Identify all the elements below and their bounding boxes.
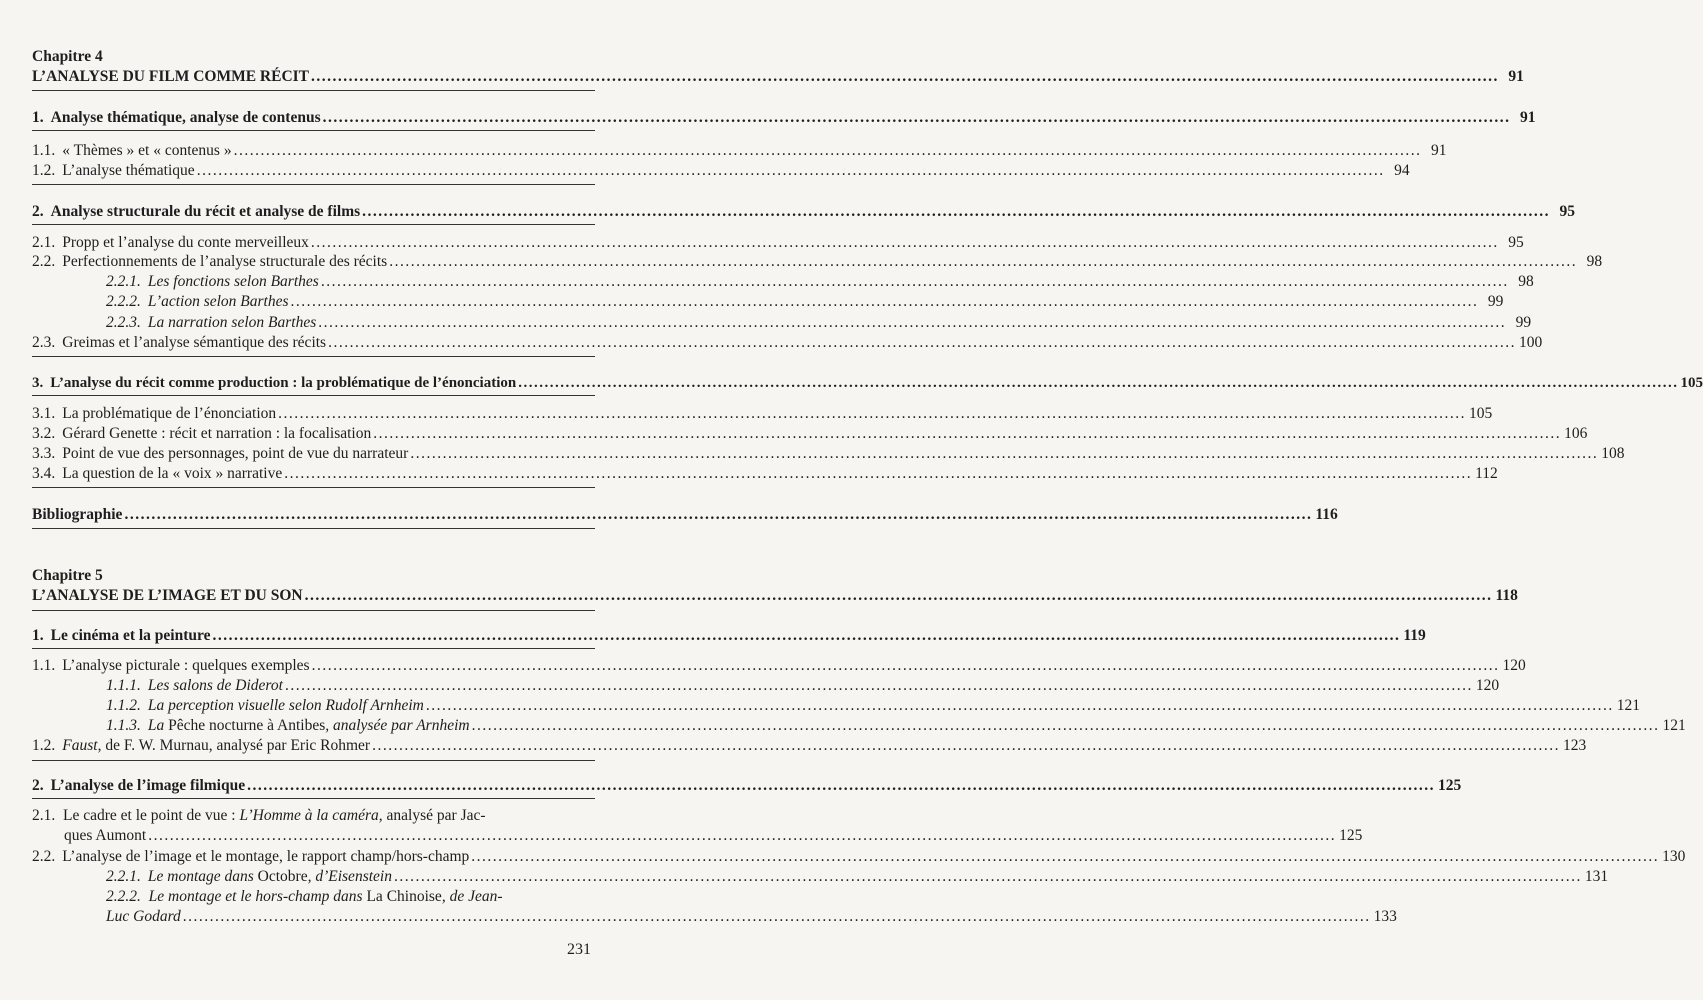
divider [32,395,595,396]
toc-entry: 2. Analyse structurale du récit et analyse de films ..... 95 [32,202,595,222]
toc-entry: 1. Analyse thématique, analyse de contenus ..... 91 [32,108,595,128]
toc-entry: 2.2.3. La narration selon Barthes ..... 99 [32,313,595,333]
divider [32,356,595,357]
toc-entry: 1.2. L’analyse thématique ..... 94 [32,161,595,181]
divider [32,528,595,529]
toc-entry: 2.2.1. Les fonctions selon Barthes ..... 98 [32,272,595,292]
divider [32,224,595,225]
divider [32,610,595,611]
chapter-5-title: L’ANALYSE DE L’IMAGE ET DU SON ..... 118 [32,586,595,606]
toc-entry-line-2: Luc Godard ..... 133 [32,907,595,927]
divider [32,487,595,488]
toc-entry: 1.1.1. Les salons de Diderot ..... 120 [32,676,595,696]
toc-entry: 1.1.2. La perception visuelle selon Rudolf Arnheim ..... 121 [32,696,595,716]
toc-entry: 2.2.2. L’action selon Barthes ..... 99 [32,292,595,312]
toc-entry: 2.2. L’analyse de l’image et le montage, le rapport champ/hors-champ ..... 130 [32,847,595,867]
toc-page [32,0,1703,1000]
toc-entry: 3.1. La problématique de l’énonciation ..... 105 [32,404,595,424]
toc-entry: 2.2. Perfectionnements de l’analyse structurale des récits ..... 98 [32,252,595,272]
chapter-4-label: Chapitre 4 [32,48,103,65]
chapter-4-title: L’ANALYSE DU FILM COMME RÉCIT ..... 91 [32,67,595,87]
toc-entry: 1.1. « Thèmes » et « contenus » ..... 91 [32,141,595,161]
toc-entry-line-1: 2.2.2. Le montage et le hors-champ dans La Chinoise, de Jean- [106,888,503,905]
chapter-5-label: Chapitre 5 [32,567,103,584]
toc-entry: 3.4. La question de la « voix » narrative ..... 112 [32,464,595,484]
toc-entry: 2.3. Greimas et l’analyse sémantique des récits ..... 100 [32,333,595,353]
toc-entry: 2.1. Propp et l’analyse du conte merveilleux ..... 95 [32,233,595,253]
toc-entry: 3. L’analyse du récit comme production : la problématique de l’énonciation ..... 105 [32,373,595,393]
toc-entry: 1.2. Faust, de F. W. Murnau, analysé par Eric Rohmer ..... 123 [32,736,595,756]
toc-entry: 1.1. L’analyse picturale : quelques exemples ..... 120 [32,656,595,676]
divider [32,760,595,761]
toc-entry-bibliography: Bibliographie ..... 116 [32,505,595,525]
toc-entry: 2. L’analyse de l’image filmique ..... 125 [32,776,595,796]
toc-entry-line-2: ques Aumont ..... 125 [32,826,595,846]
divider [32,90,595,91]
toc-entry-line-1: 2.1. Le cadre et le point de vue : L’Homme à la caméra, analysé par Jac- [32,807,486,824]
toc-entry: 3.3. Point de vue des personnages, point de vue du narrateur ..... 108 [32,444,595,464]
page-number: 231 [567,941,591,958]
divider [32,648,595,649]
toc-entry: 1. Le cinéma et la peinture ..... 119 [32,626,595,646]
toc-entry: 1.1.3. La Pêche nocturne à Antibes, analysée par Arnheim ..... 121 [32,716,595,736]
divider [32,798,595,799]
toc-entry: 3.2. Gérard Genette : récit et narration : la focalisation ..... 106 [32,424,595,444]
divider [32,130,595,131]
toc-entry: 2.2.1. Le montage dans Octobre, d’Eisenstein ..... 131 [32,867,595,887]
divider [32,184,595,185]
